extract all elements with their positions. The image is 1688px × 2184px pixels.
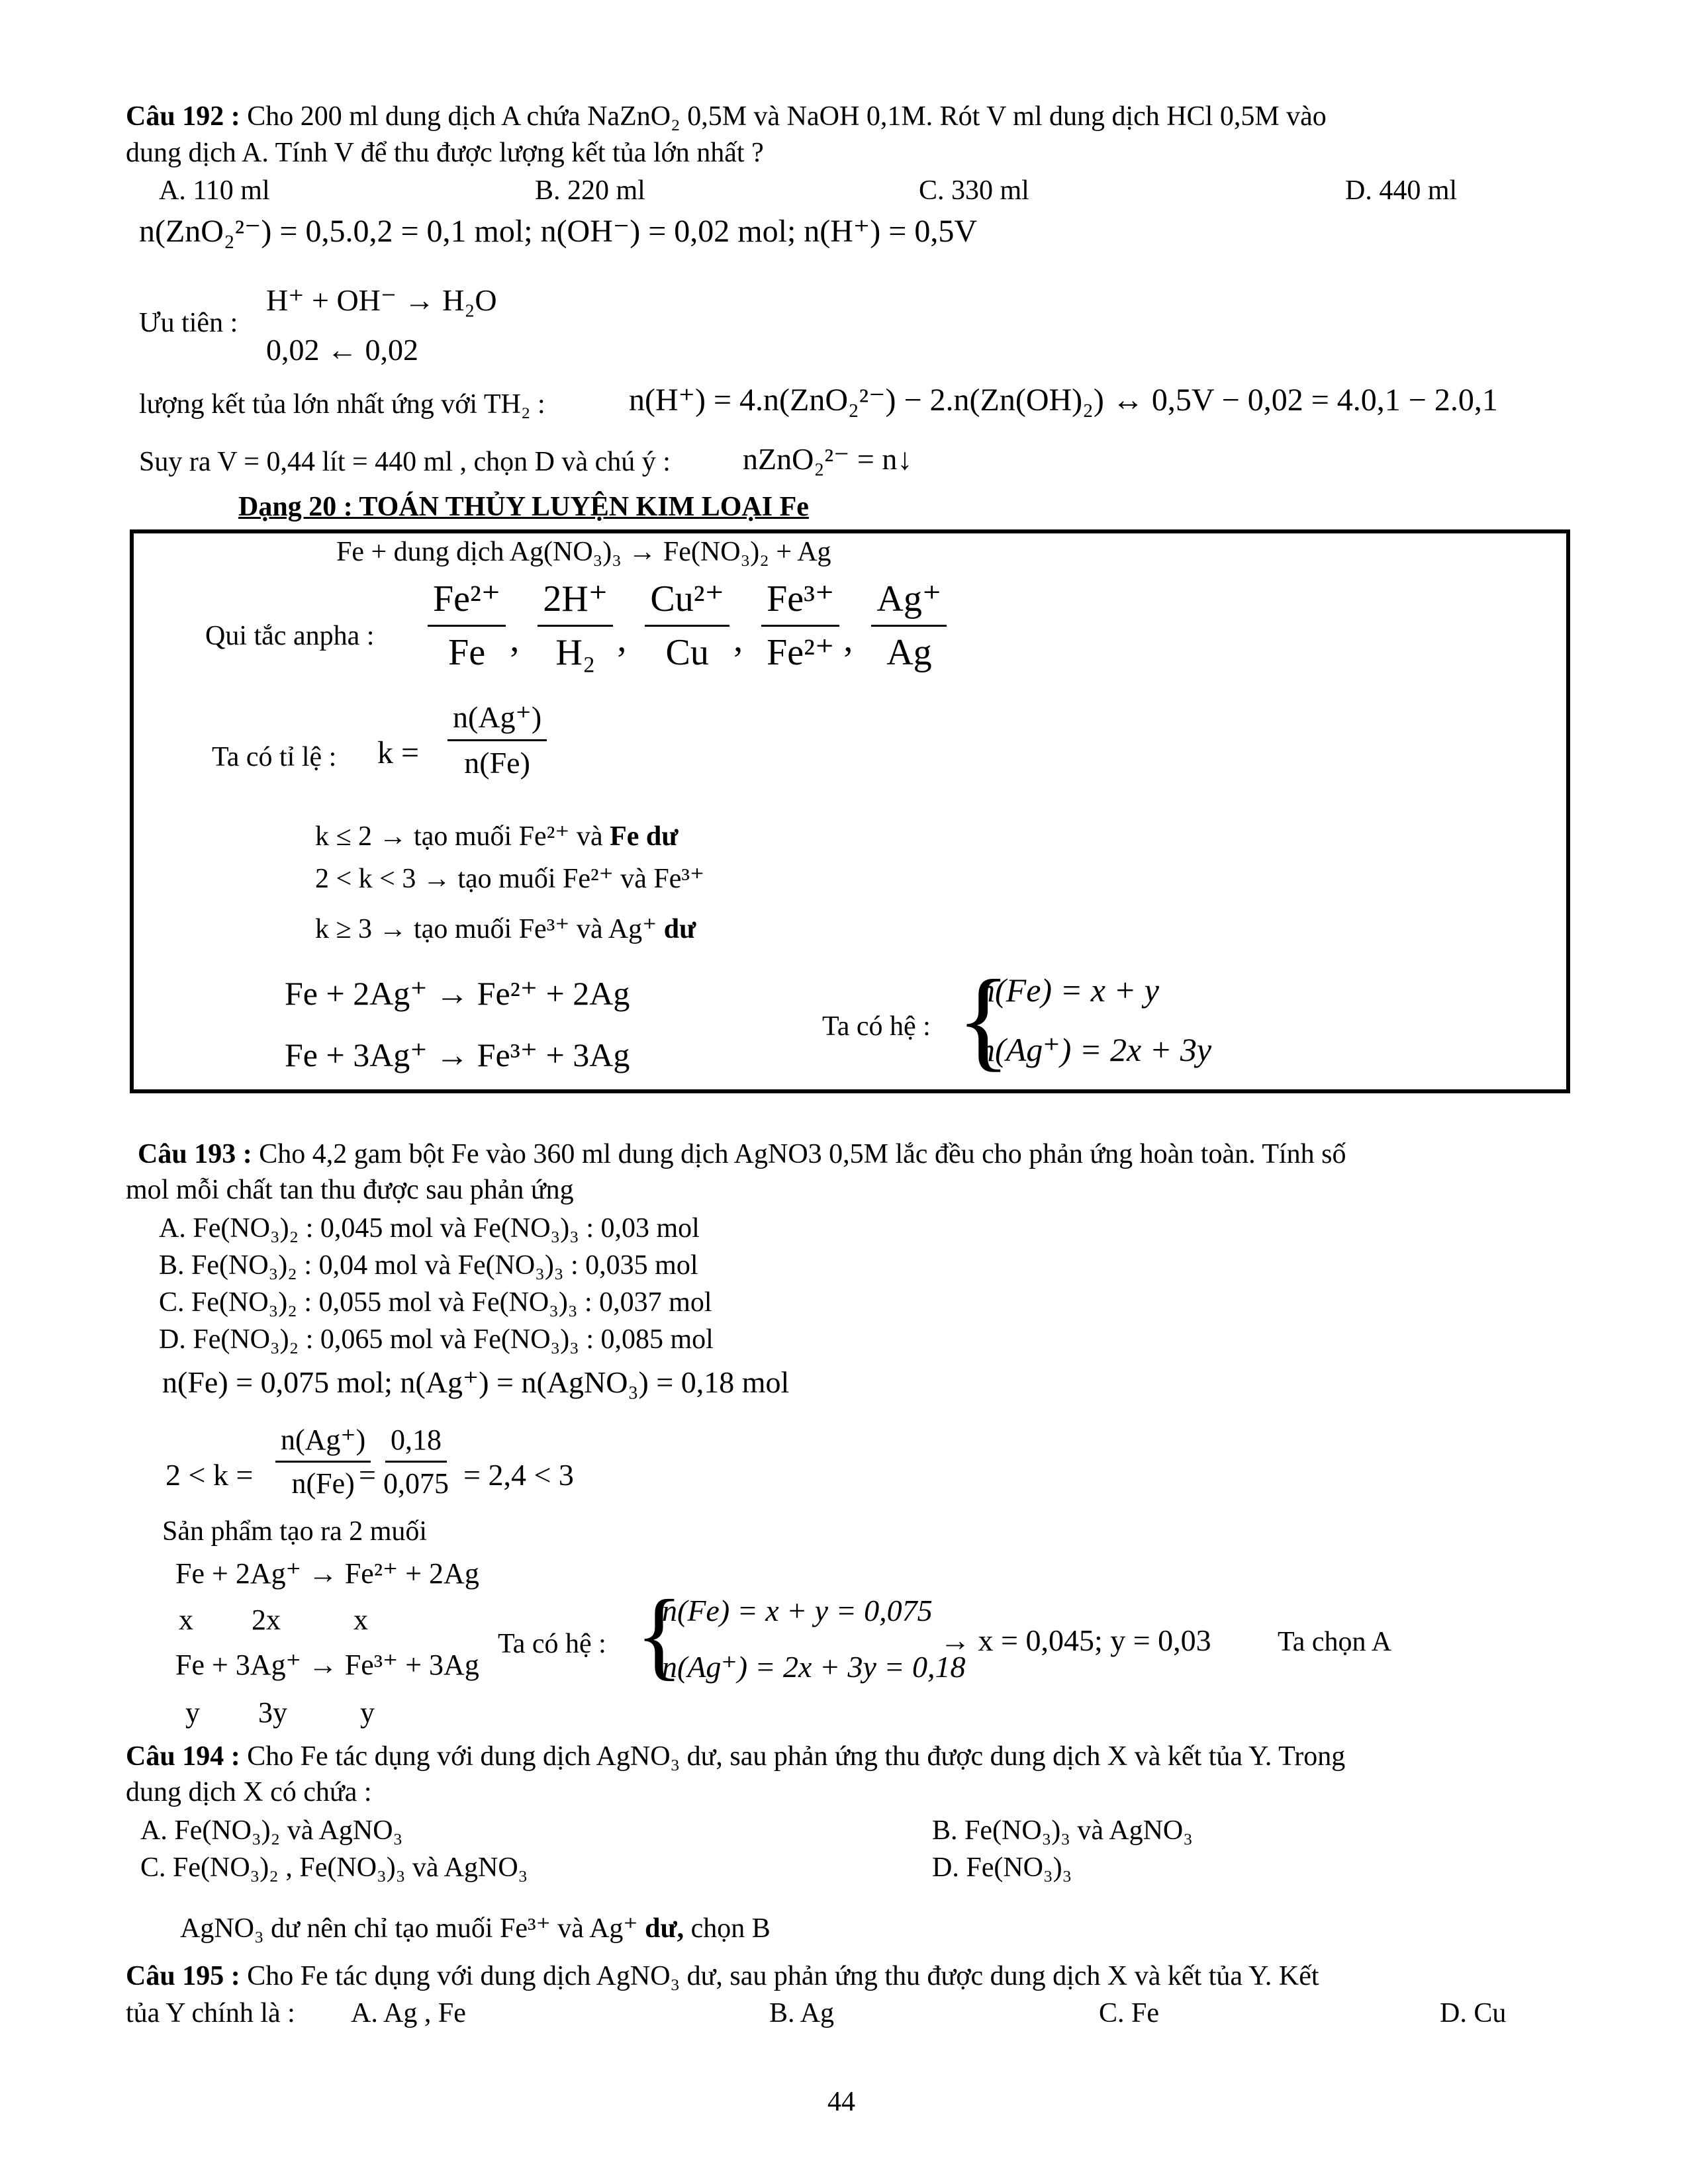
box-equation-2: Fe + 3Ag⁺ → Fe³⁺ + 3Ag xyxy=(285,1036,630,1073)
conclusion: Suy ra V = 0,44 lít = 440 ml , chọn D và chú ý : xyxy=(139,447,671,477)
option-a: A. Fe(NO₃)₂ : 0,045 mol và Fe(NO₃)₃ : 0,03 mol xyxy=(159,1213,700,1244)
question-label: Câu 192 : xyxy=(126,101,240,132)
question-195: Câu 195 : Cho Fe tác dụng với dung dịch AgNO₃ dư, sau phản ứng thu được dung dịch X và kết tủa Y. Kết xyxy=(126,1961,1319,1991)
solution-line: n(Fe) = 0,075 mol; n(Ag⁺) = n(AgNO₃) = 0,18 mol xyxy=(162,1365,790,1399)
option-d: D. Fe(NO₃)₃ xyxy=(932,1852,1072,1883)
question-193: Câu 193 : Cho 4,2 gam bột Fe vào 360 ml dung dịch AgNO3 0,5M lắc đều cho phản ứng hoàn toàn. Tính số xyxy=(138,1139,1346,1169)
anpha-pairs: $\frac{\text{Fe²⁺}}{Fe}$ , $\frac{2H^+}{\text{H₂}}$ , $\frac{\text{Cu²⁺}}{Cu}$ , $\frac{\text{Fe³⁺}}{\text{Fe²⁺}}$ , $\frac{Ag^+}{Ag}$ xyxy=(424,576,951,676)
reaction-2: Fe + 3Ag⁺ → Fe³⁺ + 3Ag xyxy=(175,1649,479,1681)
pair-cu: $\frac{\text{Cu²⁺}}{Cu}$ xyxy=(645,576,729,676)
reaction-1-values: x 2x x xyxy=(179,1604,368,1636)
priority-values: 0,02 ← 0,02 xyxy=(266,333,418,367)
pair-h: $\frac{2H^+}{\text{H₂}}$ xyxy=(538,576,613,676)
system-eq-2: n(Ag⁺) = 2x + 3y = 0,18 xyxy=(662,1650,966,1684)
brace-icon: { xyxy=(635,1580,683,1690)
question-text-cont: tủa Y chính là : xyxy=(126,1998,295,2028)
question-text-cont: dung dịch X có chứa : xyxy=(126,1777,372,1807)
option-b: B. Ag xyxy=(769,1998,835,2028)
question-text-cont: mol mỗi chất tan thu được sau phản ứng xyxy=(126,1175,574,1205)
case-1: k ≤ 2 → tạo muối Fe²⁺ và Fe dư xyxy=(315,821,679,852)
ratio-fraction: $\frac{n(Ag^+)}{n(Fe)}$ xyxy=(444,698,551,782)
system-eq-1: n(Fe) = x + y xyxy=(978,972,1159,1009)
question-label: Câu 195 : xyxy=(126,1961,240,1991)
pair-fe2: $\frac{\text{Fe²⁺}}{Fe}$ xyxy=(428,576,506,676)
ratio-k: k = xyxy=(377,735,420,770)
products-note: Sản phẩm tạo ra 2 muối xyxy=(162,1516,428,1547)
k-right: = 2,4 < 3 xyxy=(463,1458,574,1492)
max-equation: n(H⁺) = 4.n(ZnO₂²⁻) − 2.n(Zn(OH)₂) ↔ 0,5V − 0,02 = 4.0,1 − 2.0,1 xyxy=(629,383,1498,418)
question-label: Câu 194 : xyxy=(126,1741,240,1772)
box-equation-1: Fe + 2Ag⁺ → Fe²⁺ + 2Ag xyxy=(285,975,630,1012)
question-194: Câu 194 : Cho Fe tác dụng với dung dịch AgNO₃ dư, sau phản ứng thu được dung dịch X và kết tủa Y. Trong xyxy=(126,1741,1346,1772)
case-2: 2 < k < 3 → tạo muối Fe²⁺ và Fe³⁺ xyxy=(315,864,705,894)
k-fraction-1: $\frac{n(Ag^+)}{n(Fe)}$ xyxy=(271,1422,375,1502)
priority-label: Ưu tiên : xyxy=(139,308,238,338)
case-3: k ≥ 3 → tạo muối Fe³⁺ và Ag⁺ dư xyxy=(315,914,696,944)
question-text: Cho 200 ml dung dịch A chứa NaZnO₂ 0,5M và NaOH 0,1M. Rót V ml dung dịch HCl 0,5M vào xyxy=(247,101,1327,132)
solution-line: n(ZnO₂²⁻) = 0,5.0,2 = 0,1 mol; n(OH⁻) = 0,02 mol; n(H⁺) = 0,5V xyxy=(139,214,977,249)
page-number: 44 xyxy=(827,2087,855,2117)
solution-line: AgNO₃ dư nên chỉ tạo muối Fe³⁺ và Ag⁺ dư, chọn B xyxy=(180,1913,771,1944)
option-b: B. Fe(NO₃)₃ và AgNO₃ xyxy=(932,1815,1193,1846)
option-d: D. Fe(NO₃)₂ : 0,065 mol và Fe(NO₃)₃ : 0,085 mol xyxy=(159,1324,714,1355)
option-c: C. Fe(NO₃)₂ , Fe(NO₃)₃ và AgNO₃ xyxy=(140,1852,528,1883)
system-eq-1: n(Fe) = x + y = 0,075 xyxy=(662,1594,933,1627)
answer-choice: Ta chọn A xyxy=(1278,1627,1392,1657)
option-c: C. Fe(NO₃)₂ : 0,055 mol và Fe(NO₃)₃ : 0,037 mol xyxy=(159,1287,712,1318)
option-a: A. Fe(NO₃)₂ và AgNO₃ xyxy=(140,1815,403,1846)
k-left: 2 < k = xyxy=(165,1458,254,1492)
section-title: Dạng 20 : TOÁN THỦY LUYỆN KIM LOẠI Fe xyxy=(238,492,809,522)
option-b: B. 220 ml xyxy=(535,175,645,206)
system-result: → x = 0,045; y = 0,03 xyxy=(940,1623,1211,1657)
system-eq-2: n(Ag⁺) = 2x + 3y xyxy=(978,1031,1212,1068)
option-c: C. 330 ml xyxy=(919,175,1029,206)
reaction-1: Fe + 2Ag⁺ → Fe²⁺ + 2Ag xyxy=(175,1557,479,1590)
option-d: D. Cu xyxy=(1440,1998,1507,2028)
conclusion-equation: nZnO₂²⁻ = n↓ xyxy=(743,442,913,476)
option-c: C. Fe xyxy=(1099,1998,1160,2028)
option-a: A. 110 ml xyxy=(159,175,270,206)
pair-ag: $\frac{Ag^+}{Ag}$ xyxy=(871,576,947,676)
reaction-2-values: y 3y y xyxy=(185,1696,375,1729)
max-label: lượng kết tủa lớn nhất ứng với TH₂ : xyxy=(139,389,545,420)
k-fraction-2: $\frac{0,18}{0,075}$ xyxy=(374,1422,458,1502)
system-label: Ta có hệ : xyxy=(822,1011,931,1042)
rule-label: Qui tắc anpha : xyxy=(205,621,375,651)
reaction-line: Fe + dung dịch Ag(NO₃)₃ → Fe(NO₃)₂ + Ag xyxy=(336,537,831,567)
priority-equation: H⁺ + OH⁻ → H₂O xyxy=(266,283,497,317)
question-text-cont: dung dịch A. Tính V để thu được lượng kết tủa lớn nhất ? xyxy=(126,138,764,168)
option-a: A. Ag , Fe xyxy=(351,1998,466,2028)
pair-fe3: $\frac{\text{Fe³⁺}}{\text{Fe²⁺}}$ xyxy=(761,576,839,676)
question-label: Câu 193 : xyxy=(138,1139,252,1169)
question-192 xyxy=(126,99,1327,134)
system-label: Ta có hệ : xyxy=(498,1629,606,1659)
brace-icon: { xyxy=(957,957,1011,1081)
option-b: B. Fe(NO₃)₂ : 0,04 mol và Fe(NO₃)₃ : 0,035 mol xyxy=(159,1250,698,1281)
option-d: D. 440 ml xyxy=(1345,175,1458,206)
ratio-label: Ta có tỉ lệ : xyxy=(212,742,337,772)
